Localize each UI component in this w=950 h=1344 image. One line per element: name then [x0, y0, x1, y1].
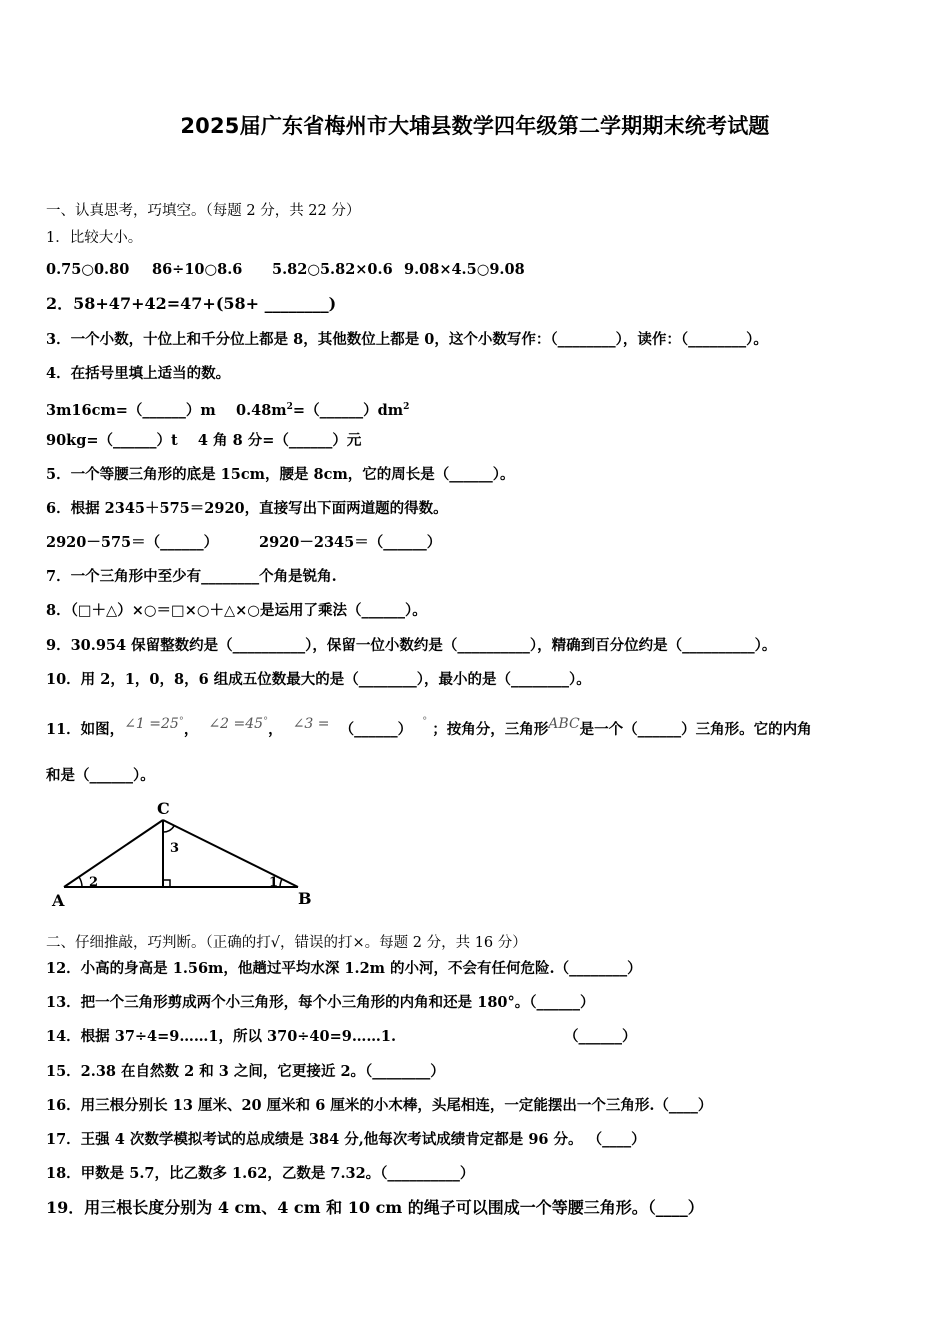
question-15: 15．2.38 在自然数 2 和 3 之间，它更接近 2。（________） — [46, 1063, 445, 1080]
conversion-item: 3m16cm=（______）m — [46, 401, 216, 419]
superscript: 2 — [403, 402, 410, 412]
question-4: 4．在括号里填上适当的数。 — [46, 365, 231, 382]
page-title: 2025届广东省梅州市大埔县数学四年级第二学期期末统考试题 — [180, 114, 770, 138]
question-5: 5．一个等腰三角形的底是 15cm，腰是 8cm，它的周长是（______）。 — [46, 466, 515, 483]
question-8: 8．（□＋△）×○＝□×○＋△×○是运用了乘法（______）。 — [46, 602, 427, 619]
label-a: A — [52, 891, 65, 910]
conversion-item: 4 角 8 分=（______）元 — [197, 432, 362, 449]
question-4-row-b — [46, 431, 361, 451]
answer-blank: （______） — [339, 721, 413, 738]
question-6-items — [46, 533, 441, 553]
question-9: 9．30.954 保留整数约是（__________），保留一位小数约是（__________），精确到百分位约是（__________）。 — [46, 637, 777, 654]
calc-item: 2920－575＝（______） — [46, 534, 219, 551]
question-11 — [46, 712, 812, 742]
triangle-figure — [44, 798, 324, 910]
question-17: 17．王强 4 次数学模拟考试的总成绩是 384 分,他每次考试成绩肯定都是 96 分。 （____） — [46, 1131, 646, 1148]
compare-item: 0.75○0.80 — [46, 261, 130, 278]
question-12: 12．小高的身高是 1.56m，他趟过平均水深 1.2m 的小河，不会有任何危险.（________） — [46, 960, 642, 977]
separator: ， — [183, 721, 199, 738]
conversion-item: =（______）dm — [292, 401, 404, 419]
side-ac — [64, 820, 163, 887]
angle-3-arc — [163, 826, 174, 832]
label-angle-2: 2 — [89, 875, 99, 890]
q14-text: 14．根据 37÷4=9……1，所以 370÷40=9……1. — [46, 1028, 396, 1045]
separator: ， — [268, 721, 283, 738]
question-3: 3．一个小数，十位上和千分位上都是 8，其他数位上都是 0，这个小数写作：（________），读作：（________）。 — [46, 331, 768, 348]
calc-item: 2920－2345＝（______） — [259, 534, 442, 551]
answer-blank: （______） — [564, 1028, 637, 1045]
question-10: 10．用 2，1，0，8，6 组成五位数最大的是（________），最小的是（________）。 — [46, 671, 591, 688]
question-13: 13．把一个三角形剪成两个小三角形，每个小三角形的内角和还是 180°。（______） — [46, 994, 595, 1011]
compare-item: 9.08×4.5○9.08 — [404, 261, 525, 278]
right-angle-mark — [163, 880, 170, 887]
question-16: 16．用三根分别长 13 厘米、20 厘米和 6 厘米的小木棒，头尾相连，一定能摆出一个三角形.（____） — [46, 1097, 713, 1114]
angle-1-arc — [280, 879, 282, 887]
conversion-item: 90kg=（______）t — [46, 432, 178, 449]
angle-2: ∠2 =45 — [208, 716, 264, 732]
section-2-heading: 二、仔细推敲，巧判断。（正确的打√，错误的打×。每题 2 分，共 16 分） — [46, 935, 527, 951]
angle-2-arc — [79, 877, 82, 887]
compare-item: 5.82○5.82×0.6 — [272, 261, 393, 278]
label-c: C — [157, 799, 170, 818]
degree-mark: ° — [178, 716, 184, 727]
conversion-item: 0.48m — [235, 401, 287, 419]
superscript: 2 — [286, 402, 293, 412]
angle-1: ∠1 =25 — [124, 716, 179, 732]
question-1: 1．比较大小。 — [46, 230, 143, 246]
question-18: 18．甲数是 5.7，比乙数多 1.62，乙数是 7.32。（__________） — [46, 1165, 475, 1182]
label-angle-1: 1 — [269, 875, 279, 890]
degree-mark: ° — [263, 716, 269, 727]
question-1-items — [46, 260, 525, 280]
q11-suffix: 是一个（______）三角形。它的内角 — [579, 721, 812, 738]
question-11-line-2: 和是（______）。 — [46, 767, 155, 784]
angle-3: ∠3 = — [292, 716, 330, 732]
q11-prefix: 11．如图， — [46, 721, 125, 738]
question-2: 2．58+47+42=47+(58+ ________) — [46, 294, 337, 313]
degree-mark: ° — [422, 716, 428, 727]
question-7: 7．一个三角形中至少有________个角是锐角. — [46, 568, 337, 585]
section-1-heading: 一、认真思考，巧填空。（每题 2 分，共 22 分） — [46, 203, 361, 219]
triangle-name: ABC — [548, 716, 580, 732]
label-b: B — [298, 889, 312, 908]
q11-middle: ；按角分，三角形 — [432, 721, 549, 738]
question-19: 19．用三根长度分别为 4 cm、4 cm 和 10 cm 的绳子可以围成一个等腰三角形。（____） — [46, 1198, 704, 1217]
question-6: 6．根据 2345＋575＝2920，直接写出下面两道题的得数。 — [46, 500, 448, 517]
compare-item: 86÷10○8.6 — [152, 261, 243, 278]
question-4-row-a — [46, 397, 409, 421]
question-14 — [46, 1027, 637, 1047]
label-angle-3: 3 — [170, 841, 180, 856]
